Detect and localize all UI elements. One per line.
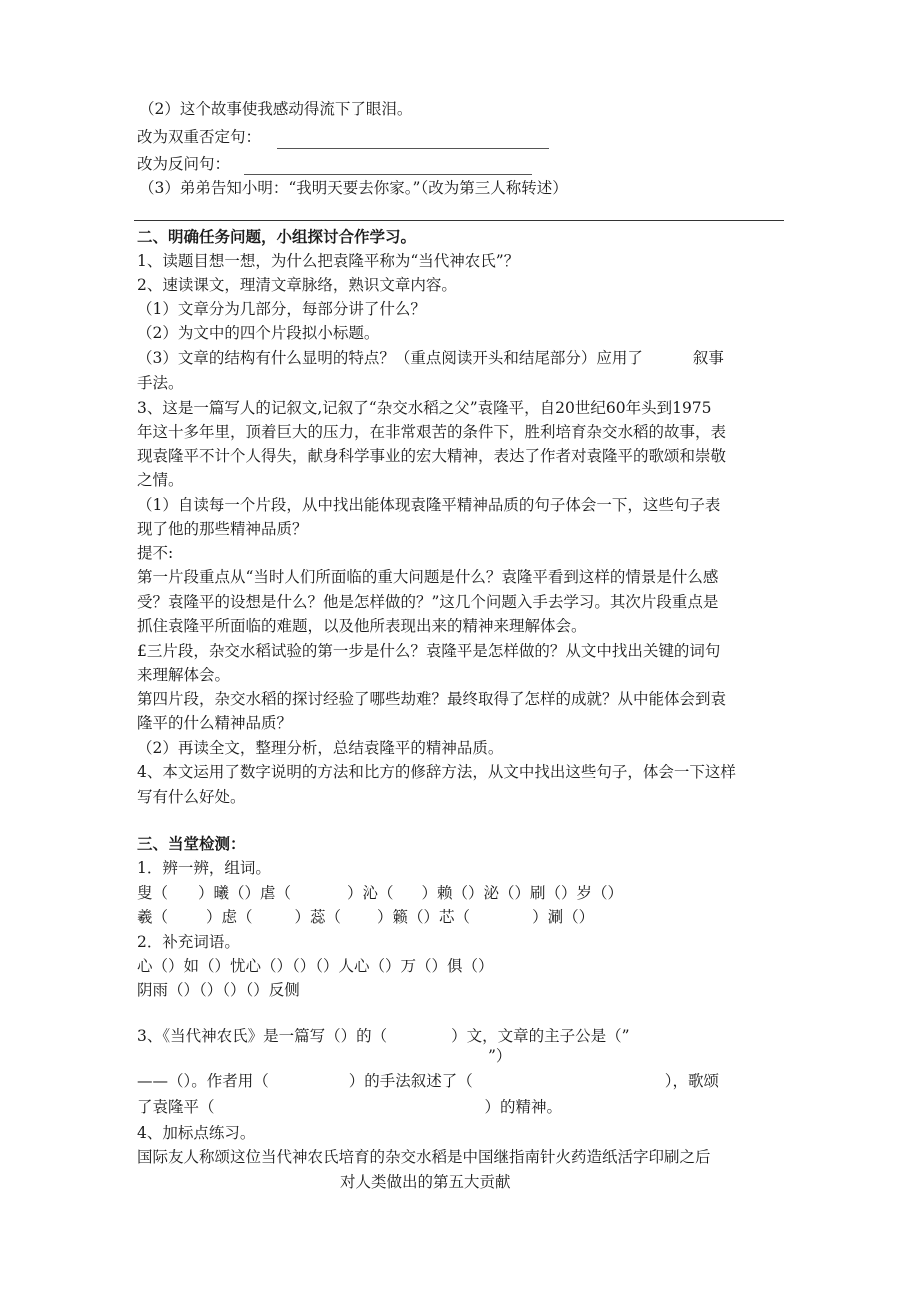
idiom-row: 阴雨（）（）（）（）反侧 [137,981,300,999]
fill-text: ）的手法叙述了（ [348,1072,473,1090]
exercise-line: 4、加标点练习。 [137,1124,256,1142]
fill-text: ）文，文章的主子公是（” [451,1027,630,1045]
task-line: 4、本文运用了数字说明的方法和比方的修辞方法，从文中找出这些句子，体会一下这样 [137,763,736,781]
task-line-text: （3）文章的结构有什么显明的特点？（重点阅读开头和结尾部分）应用了 [137,349,643,367]
task-line: 第四片段，杂交水稻的探讨经验了哪些劫难？最终取得了怎样的成就？从中能体会到袁 [137,690,727,708]
task-line: 年这十多年里，顶着巨大的压力，在非常艰苦的条件下，胜利培育杂交水稻的故事，表 [137,423,727,441]
fill-text: ）的精神。 [484,1098,563,1116]
section-divider [134,220,784,221]
word-group-row [137,882,623,904]
fill-text: 3、《当代神农氏》是一篇写（）的（ [137,1027,388,1045]
task-line: 1、读题目想一想，为什么把袁隆平称为“当代神农氏”？ [137,252,520,270]
task-line: 写有什么好处。 [137,788,246,806]
q3-sentence: （3）弟弟告知小明：“我明天要去你家。”（改为第三人称转述） [139,179,568,197]
task-line: 2、速读课文，理清文章脉络，熟识文章内容。 [137,276,457,294]
double-negative-answer-line[interactable] [277,148,549,149]
idiom-row: 心（）如（）忧心（）（）（）人心（）万（）俱（） [137,957,494,975]
task-line: 现袁隆平不计个人得失，献身科学事业的宏大精神，表达了作者对袁隆平的歌颂和崇敬 [137,447,727,465]
task-line [137,347,724,369]
fill-blank-line [137,1025,630,1047]
task-line: （1）文章分为几部分，每部分讲了什么？ [137,300,426,318]
task-line: 抓住袁隆平所面临的难题，以及他所表现出来的精神来理解体会。 [137,617,587,635]
task-line-text: 叙事 [692,349,724,367]
task-line: 手法。 [137,374,184,392]
rhetorical-label: 改为反问句： [137,155,231,173]
word-item: ）涮（） [532,908,595,926]
fill-blank-line [137,1096,562,1118]
exercise-line: 1．辨一辨，组词。 [137,859,271,877]
word-item: ）蕊（ [294,908,342,926]
task-line: 现了他的那些精神品质？ [137,520,308,538]
word-group-row [137,906,594,928]
task-line: 3、这是一篇写人的记叙文,记叙了“杂交水稻之父”袁隆平，自20世纪60年头到1975 [137,399,712,417]
word-item: ）赖（）泌（）刷（）岁（） [421,884,624,902]
word-item: ）沁（ [347,884,394,902]
word-item: ）籁（）芯（ [377,908,471,926]
fill-text: ——（）。作者用（ [137,1072,269,1090]
q2-sentence: （2）这个故事使我感动得流下了眼泪。 [139,100,413,118]
word-item: 叟（ [137,884,169,902]
exercise-line: 2．补充词语。 [137,933,240,951]
task-line: （1）自读每一个片段，从中找出能体现袁隆平精神品质的句子体会一下，这些句子表 [137,496,721,514]
fill-blank-line [137,1070,719,1092]
double-negative-label: 改为双重否定句： [137,128,262,146]
word-item: ）虑（ [206,908,253,926]
fill-text: ），歌颂 [664,1072,720,1090]
task-line: 受？袁隆平的设想是什么？他是怎样做的？”这几个问题入手去学习。其次片段重点是 [137,593,719,611]
task-line: £三片段，杂交水稻试验的第一步是什么？袁隆平是怎样做的？从文中找出关键的词句 [137,642,721,660]
fill-text: ”） [488,1047,512,1065]
task-line: （2）为文中的四个片段拟小标题。 [137,324,380,342]
punctuation-text: 国际友人称颂这位当代神农氏培育的杂交水稻是中国继指南针火药造纸活字印刷之后 [137,1148,711,1166]
fill-text: 了袁隆平（ [137,1098,215,1116]
rhetorical-answer-line[interactable] [244,174,532,175]
punctuation-text: 对人类做出的第五大贡献 [340,1173,511,1191]
task-line: 隆平的什么精神品质？ [137,714,293,732]
task-line: 来理解体会。 [137,666,231,684]
word-item: 羲（ [137,908,169,926]
task-line: （2）再读全文，整理分析，总结袁隆平的精神品质。 [137,739,504,757]
task-line: 第一片段重点从“当时人们所面临的重大问题是什么？袁隆平看到这样的情景是什么感 [137,568,719,586]
section2-heading: 二、明确任务问题，小组探讨合作学习。 [137,227,417,246]
task-line: 提不: [137,544,174,562]
word-item: ）曦（）虐（ [198,884,292,902]
section3-heading: 三、当堂检测： [137,834,246,853]
task-line: 之情。 [137,471,184,489]
